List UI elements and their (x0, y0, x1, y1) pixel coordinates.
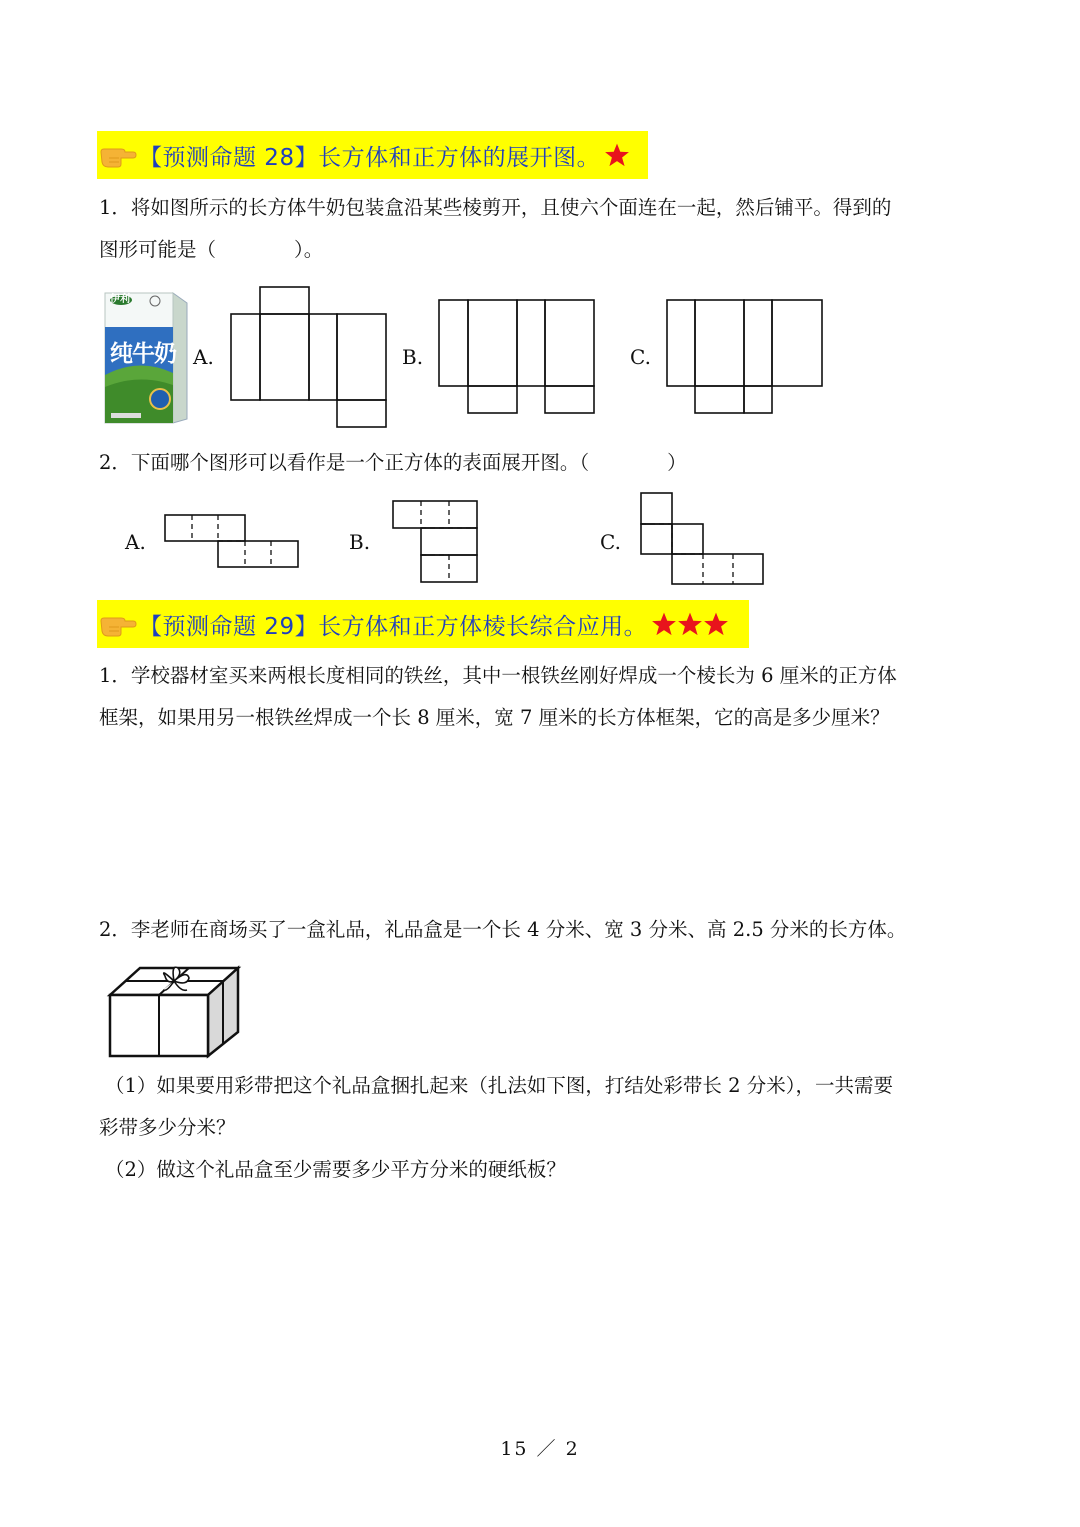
milk-brand-label: 伊利 (110, 294, 130, 305)
section-29-banner (97, 600, 749, 648)
q29-2-sub1-line1: （1）如果要用彩带把这个礼品盒捆扎起来（扎法如下图，打结处彩带长 2 分米），一共需要 (105, 1074, 893, 1097)
gift-box-image (105, 962, 245, 1062)
section-28-banner (97, 131, 648, 179)
milk-name-label: 纯牛奶 (110, 341, 176, 367)
page-number: 15 ／ 2 (500, 1438, 580, 1460)
q28-2-option-a-label: A. (125, 530, 146, 554)
q28-1-option-c-net (666, 299, 826, 415)
difficulty-stars (651, 611, 729, 637)
q28-1-option-b-label: B. (402, 345, 424, 369)
difficulty-stars (604, 142, 630, 168)
q28-2-option-a-net (164, 514, 300, 570)
q28-2-option-c-label: C. (600, 530, 621, 554)
q28-1-option-a-net (230, 286, 390, 428)
q28-1-text-line1: 1．将如图所示的长方体牛奶包装盒沿某些棱剪开，且使六个面连在一起，然后铺平。得到的 (99, 196, 892, 219)
pointing-hand-icon (99, 609, 137, 639)
star-icon (604, 142, 630, 168)
q29-2-text: 2．李老师在商场买了一盒礼品，礼品盒是一个长 4 分米、宽 3 分米、高 2.5 分米的长方体。 (99, 918, 907, 941)
q29-2-sub2: （2）做这个礼品盒至少需要多少平方分米的硬纸板？ (105, 1158, 566, 1181)
star-icon (703, 611, 729, 637)
q28-1-option-a-label: A. (193, 345, 214, 369)
star-icon (677, 611, 703, 637)
section-28-title: 【预测命题 28】长方体和正方体的展开图。 (139, 144, 601, 171)
q29-1-text-line2: 框架，如果用另一根铁丝焊成一个长 8 厘米，宽 7 厘米的长方体框架，它的高是多少厘米？ (99, 706, 890, 729)
q29-1-text-line1: 1．学校器材室买来两根长度相同的铁丝，其中一根铁丝刚好焊成一个棱长为 6 厘米的正方体 (99, 664, 897, 687)
q28-2-option-b-label: B. (349, 530, 371, 554)
q28-2-text: 2．下面哪个图形可以看作是一个正方体的表面展开图。（ ） (99, 451, 687, 474)
star-icon (651, 611, 677, 637)
q28-1-text-line2: 图形可能是（ ）。 (99, 238, 324, 261)
q29-2-sub1-line2: 彩带多少分米？ (99, 1116, 236, 1139)
section-29-title: 【预测命题 29】长方体和正方体棱长综合应用。 (139, 613, 648, 640)
q28-2-option-c-net (640, 492, 768, 588)
q28-1-option-b-net (438, 299, 598, 415)
pointing-hand-icon (99, 140, 137, 170)
q28-1-option-c-label: C. (630, 345, 651, 369)
q28-2-option-b-net (392, 500, 480, 586)
